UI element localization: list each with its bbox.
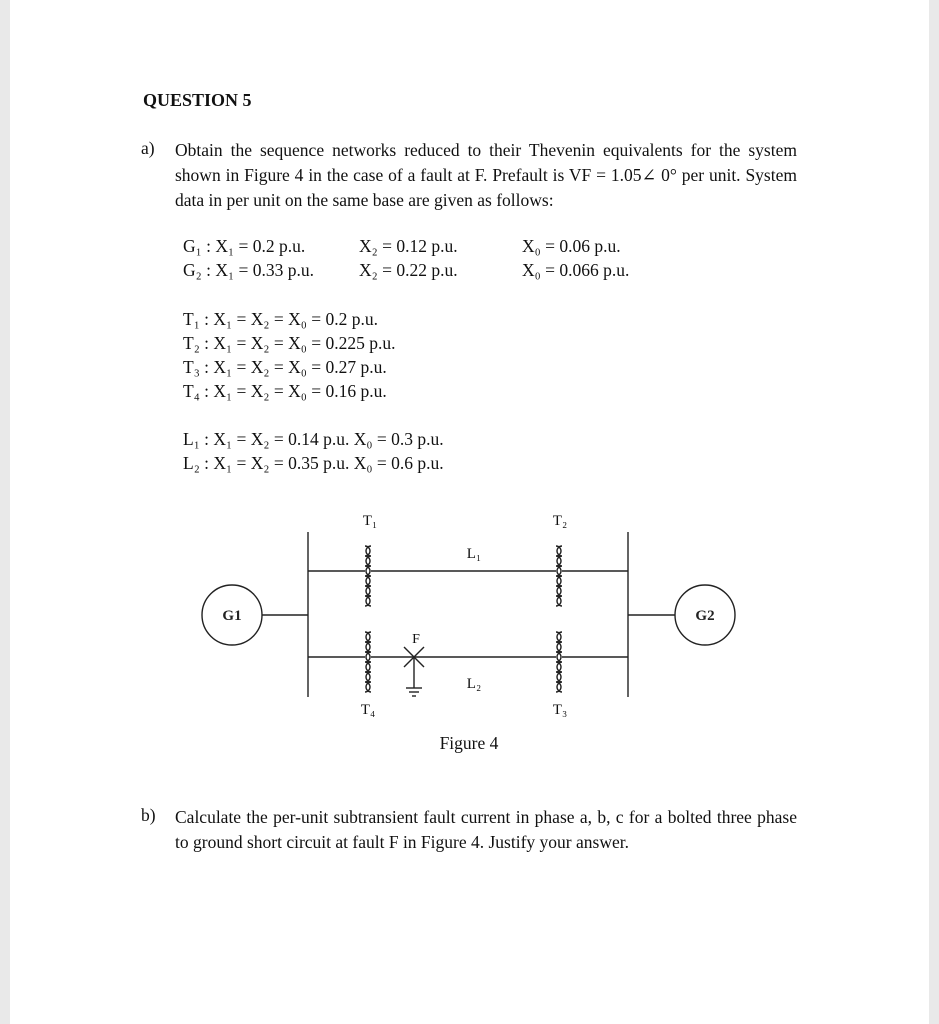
g1-x1: G₁ : X₁ = 0.2 p.u. — [183, 236, 306, 256]
part-b-label: b) — [141, 805, 156, 825]
l2-data: L₂ : X₁ = X₂ = 0.35 p.u. X₀ = 0.6 p.u. — [183, 453, 444, 473]
figure-4-diagram — [10, 0, 929, 1024]
transformer-t2 — [556, 546, 562, 606]
t2-data: T₂ : X₁ = X₂ = X₀ = 0.225 p.u. — [183, 333, 396, 353]
transformer-t4 — [365, 632, 371, 692]
document-page — [10, 0, 929, 1024]
t3-data: T₃ : X₁ = X₂ = X₀ = 0.27 p.u. — [183, 357, 387, 377]
part-b-text: Calculate the per-unit subtransient fault current in phase a, b, c for a bolted three phase to ground short circuit at fault F in Figure 4. Justify your answer. — [175, 807, 797, 852]
transformer-t1 — [365, 546, 371, 606]
transformer-t3 — [556, 632, 562, 692]
part-a-text: Obtain the sequence networks reduced to their Thevenin equivalents for the system shown in Figure 4 in the case of a fault at F. Prefault is VF = 1.05∠ 0° per unit. System data in per unit on the same base are given as follows: — [175, 140, 797, 210]
g1-x2: X₂ = 0.12 p.u. — [359, 236, 458, 256]
question-title: QUESTION 5 — [143, 90, 252, 110]
figure-caption: Figure 4 — [439, 733, 499, 753]
g1-x0: X₀ = 0.06 p.u. — [522, 236, 621, 256]
g2-x1: G₂ : X₁ = 0.33 p.u. — [183, 260, 314, 280]
t4-data: T₄ : X₁ = X₂ = X₀ = 0.16 p.u. — [183, 381, 387, 401]
fault-ground-icon — [404, 647, 424, 696]
label-g2: G2 — [695, 608, 715, 624]
label-t3: T₃ — [552, 702, 568, 718]
label-l1: L₁ — [466, 546, 482, 562]
t1-data: T₁ : X₁ = X₂ = X₀ = 0.2 p.u. — [183, 309, 378, 329]
g2-x2: X₂ = 0.22 p.u. — [359, 260, 458, 280]
g2-x0: X₀ = 0.066 p.u. — [522, 260, 630, 280]
label-t2: T₂ — [552, 513, 568, 529]
label-g1: G1 — [222, 608, 242, 624]
part-a-label: a) — [141, 138, 155, 158]
label-t4: T₄ — [360, 702, 376, 718]
label-l2: L₂ — [466, 676, 482, 692]
label-f: F — [412, 632, 420, 647]
label-t1: T₁ — [362, 513, 378, 529]
l1-data: L₁ : X₁ = X₂ = 0.14 p.u. X₀ = 0.3 p.u. — [183, 429, 444, 449]
